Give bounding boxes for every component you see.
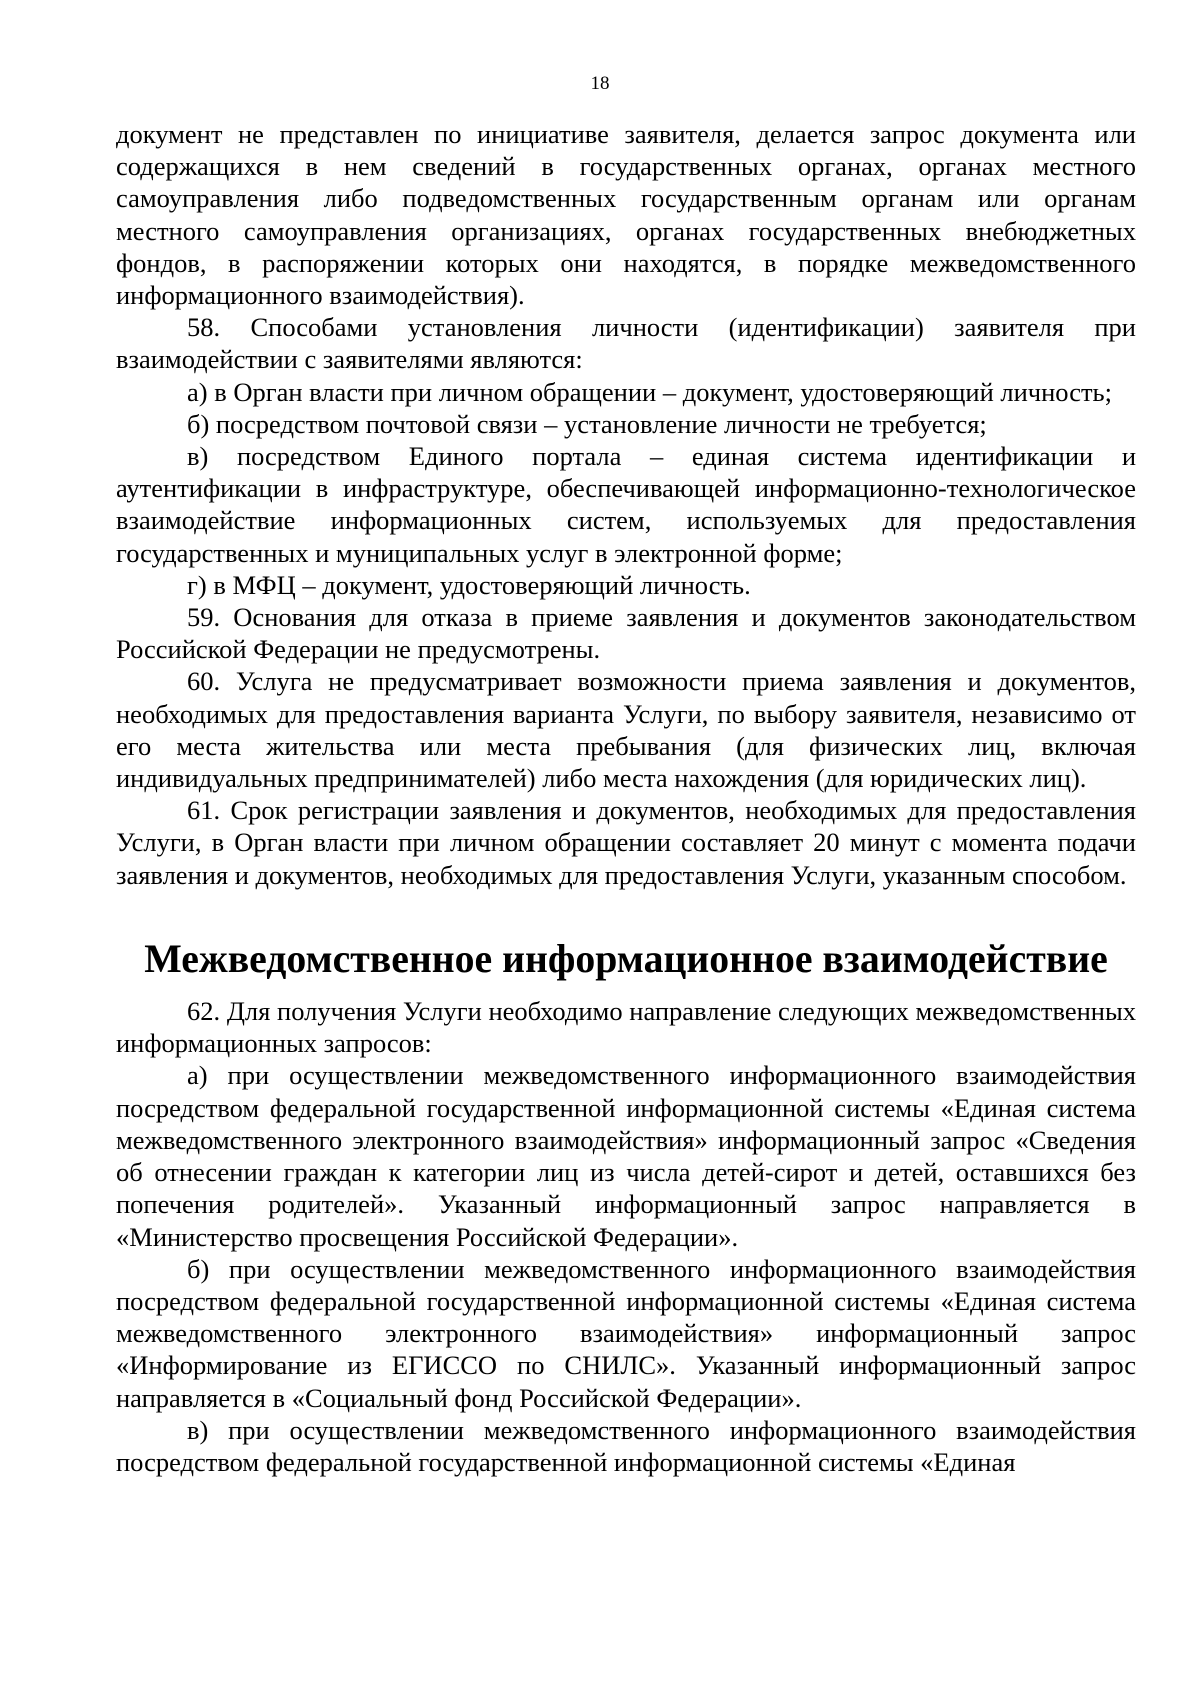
paragraph-62-a: а) при осуществлении межведомственного информационного взаимодействия посредством федеральной государственной информационной системы «Единая система межведомственного электронного взаимодействия» информационный запрос «Сведения об отнесении граждан к категории лиц из числа детей-сирот и детей, оставшихся без попечения родителей». Указанный информационный запрос направляется в «Министерство просвещения Российской Федерации». bbox=[116, 1060, 1136, 1252]
paragraph-59: 59. Основания для отказа в приеме заявления и документов законодательством Российской Федерации не предусмотрены. bbox=[116, 602, 1136, 665]
section-heading: Межведомственное информационное взаимодействие bbox=[144, 936, 1108, 981]
paragraph-62-b: б) при осуществлении межведомственного информационного взаимодействия посредством федеральной государственной информационной системы «Единая система межведомственного электронного взаимодействия» информационный запрос «Информирование из ЕГИССО по СНИЛС». Указанный информационный запрос направляется в «Социальный фонд Российской Федерации». bbox=[116, 1253, 1136, 1413]
paragraph-58-a: а) в Орган власти при личном обращении – документ, удостоверяющий личность; bbox=[187, 376, 1112, 407]
paragraph-58-g: г) в МФЦ – документ, удостоверяющий личность. bbox=[187, 569, 751, 600]
paragraph-58-v: в) посредством Единого портала – единая система идентификации и аутентификации в инфраструктуре, обеспечивающей информационно-технологическое взаимодействие информационных систем, используемых для предоставления государственных и муниципальных услуг в электронной форме; bbox=[116, 441, 1136, 568]
paragraph-58: 58. Способами установления личности (идентификации) заявителя при взаимодействии с заявителями являются: bbox=[116, 312, 1136, 375]
paragraph-continuation: документ не представлен по инициативе заявителя, делается запрос документа или содержащихся в нем сведений в государственных органах, органах местного самоуправления либо подведомственных государственным органам или органам местного самоуправления организациях, органах государственных внебюджетных фондов, в распоряжении которых они находятся, в порядке межведомственного информационного взаимодействия). bbox=[116, 119, 1136, 311]
paragraph-62: 62. Для получения Услуги необходимо направление следующих межведомственных информационных запросов: bbox=[116, 996, 1136, 1059]
paragraph-58-b: б) посредством почтовой связи – установление личности не требуется; bbox=[187, 408, 987, 439]
paragraph-60: 60. Услуга не предусматривает возможности приема заявления и документов, необходимых для предоставления варианта Услуги, по выбору заявителя, независимо от его места жительства или места пребывания (для физических лиц, включая индивидуальных предпринимателей) либо места нахождения (для юридических лиц). bbox=[116, 666, 1136, 794]
document-body bbox=[116, 118, 1136, 1478]
paragraph-61: 61. Срок регистрации заявления и документов, необходимых для предоставления Услуги, в Орган власти при личном обращении составляет 20 минут с момента подачи заявления и документов, необходимых для предоставления Услуги, указанным способом. bbox=[116, 795, 1136, 890]
paragraph-62-v: в) при осуществлении межведомственного информационного взаимодействия посредством федеральной государственной информационной системы «Единая bbox=[116, 1414, 1136, 1477]
page-number: 18 bbox=[590, 73, 610, 94]
